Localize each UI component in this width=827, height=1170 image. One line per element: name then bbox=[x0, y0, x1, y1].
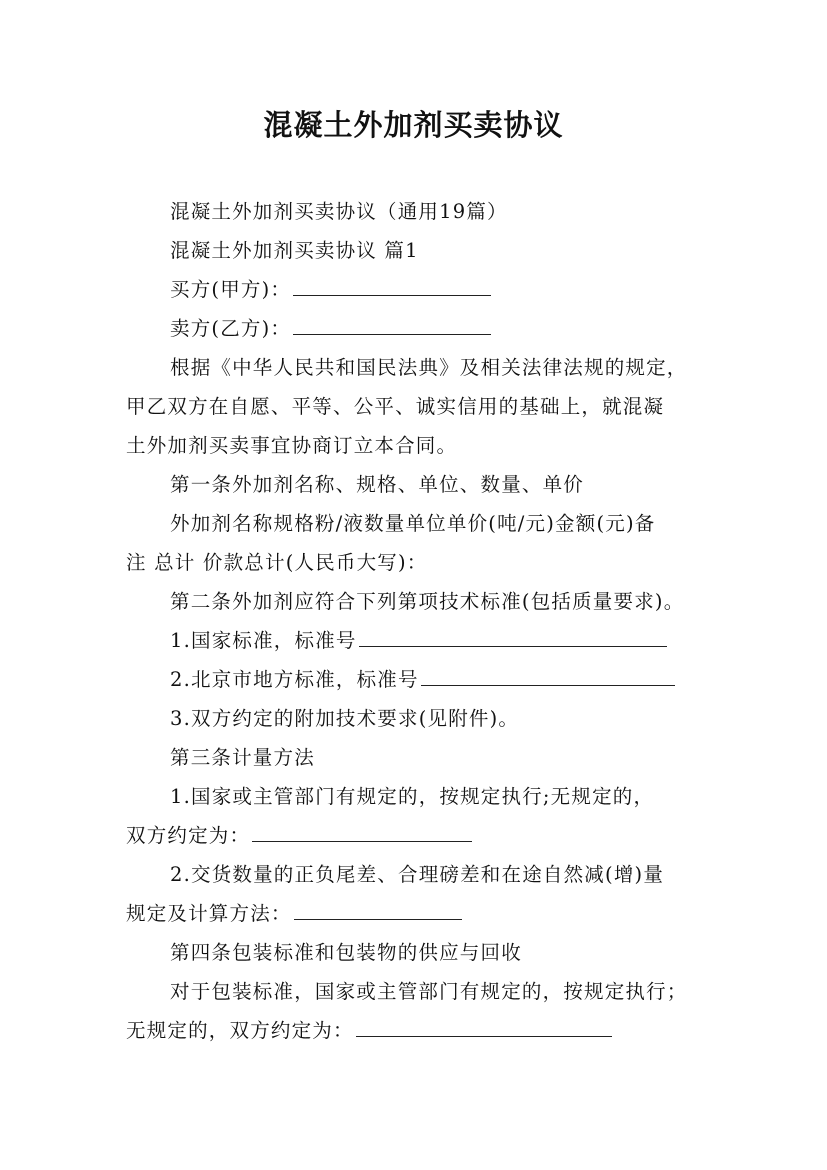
article-heading: 第四条包装标准和包装物的供应与回收 bbox=[170, 941, 522, 964]
calculation-label: 规定及计算方法： bbox=[126, 902, 292, 925]
national-standard-blank-field[interactable] bbox=[359, 628, 667, 647]
seller-row bbox=[170, 316, 491, 342]
buyer-row bbox=[170, 277, 491, 303]
paragraph-line: 甲乙双方在自愿、平等、公平、诚实信用的基础上，就混凝 bbox=[126, 395, 665, 418]
section-heading: 混凝土外加剂买卖协议 篇1 bbox=[170, 239, 419, 262]
calculation-blank-field[interactable] bbox=[294, 901, 462, 920]
paragraph-line: 3.双方约定的附加技术要求(见附件)。 bbox=[170, 707, 520, 730]
standard-row bbox=[170, 628, 667, 654]
buyer-label: 买方(甲方)： bbox=[170, 278, 292, 301]
paragraph-line: 2.交货数量的正负尾差、合理磅差和在途自然减(增)量 bbox=[170, 863, 665, 886]
seller-blank-field[interactable] bbox=[293, 316, 491, 335]
paragraph-line: 注 总计 价款总计(人民币大写)： bbox=[126, 551, 428, 574]
calculation-row bbox=[126, 901, 462, 927]
agreement-row bbox=[126, 823, 472, 849]
subtitle-line: 混凝土外加剂买卖协议（通用19篇） bbox=[170, 200, 508, 223]
seller-label: 卖方(乙方)： bbox=[170, 317, 292, 340]
paragraph-line: 1.国家或主管部门有规定的，按规定执行;无规定的， bbox=[170, 785, 655, 808]
measurement-blank-field[interactable] bbox=[252, 823, 472, 842]
packaging-blank-field[interactable] bbox=[356, 1018, 612, 1037]
local-standard-blank-field[interactable] bbox=[421, 667, 675, 686]
paragraph-line: 根据《中华人民共和国民法典》及相关法律法规的规定， bbox=[170, 356, 688, 379]
paragraph-line: 外加剂名称规格粉/液数量单位单价(吨/元)金额(元)备 bbox=[170, 512, 656, 535]
paragraph-line: 对于包装标准，国家或主管部门有规定的，按规定执行； bbox=[170, 980, 688, 1003]
agreement-label: 双方约定为： bbox=[126, 824, 251, 847]
standard-label: 1.国家标准，标准号 bbox=[170, 629, 357, 652]
packaging-row bbox=[126, 1018, 612, 1044]
document-title: 混凝土外加剂买卖协议 bbox=[263, 108, 564, 142]
standard-row bbox=[170, 667, 675, 693]
standard-label: 2.北京市地方标准，标准号 bbox=[170, 668, 419, 691]
packaging-label: 无规定的，双方约定为： bbox=[126, 1019, 354, 1042]
article-heading: 第二条外加剂应符合下列第项技术标准(包括质量要求)。 bbox=[170, 590, 685, 613]
paragraph-line: 土外加剂买卖事宜协商订立本合同。 bbox=[126, 434, 458, 457]
article-heading: 第三条计量方法 bbox=[170, 746, 315, 769]
buyer-blank-field[interactable] bbox=[293, 277, 491, 296]
article-heading: 第一条外加剂名称、规格、单位、数量、单价 bbox=[170, 473, 585, 496]
